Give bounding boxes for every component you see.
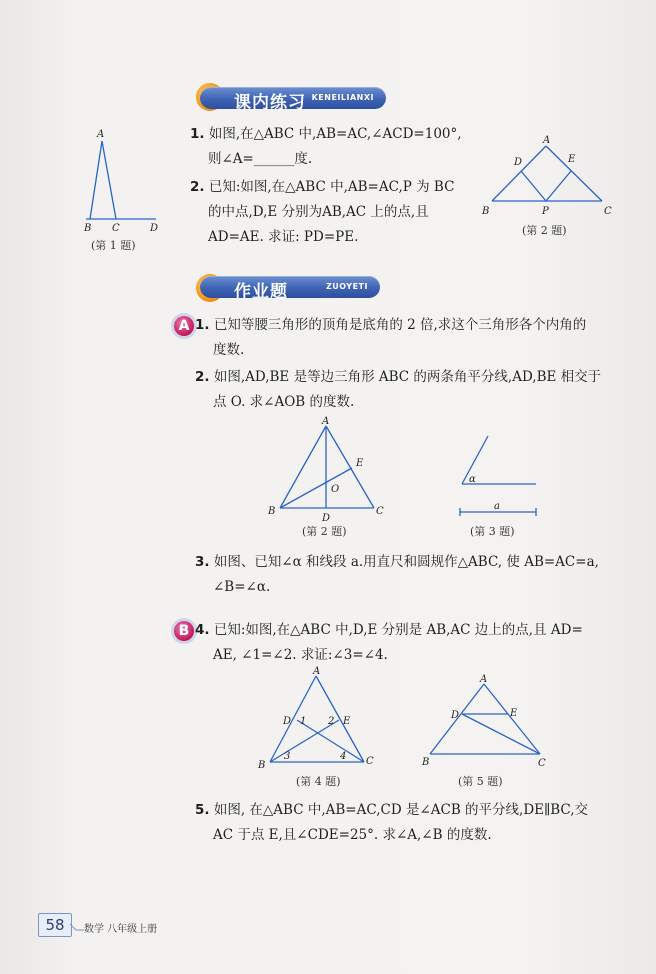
- figure-hw3: [452, 430, 542, 520]
- homework-banner: [200, 276, 380, 302]
- exercise-2-line2: 的中点,D,E 分别为AB,AC 上的点,且: [208, 204, 429, 220]
- exercise-1-line2: 则∠A=______度.: [208, 151, 313, 167]
- homework-2-number: 2.: [195, 369, 210, 385]
- homework-1: [195, 313, 586, 363]
- label-3: 3: [284, 751, 291, 762]
- label-e: E: [568, 154, 576, 165]
- exercise-1: [190, 122, 462, 172]
- label-c: C: [366, 756, 374, 767]
- page-number: 58: [38, 913, 72, 937]
- homework-5: [195, 798, 588, 848]
- figure-hw5: [420, 672, 554, 772]
- homework-4-line1: 已知:如图,在△ABC 中,D,E 分别是 AB,AC 边上的点,且 AD=: [213, 622, 583, 638]
- label-b: B: [84, 223, 92, 234]
- homework-banner-title: 作业题: [234, 282, 288, 302]
- figure-hw4: [256, 664, 384, 772]
- homework-4: [195, 618, 583, 668]
- label-d: D: [322, 513, 331, 524]
- caption-ex2: (第 2 题): [522, 224, 567, 237]
- label-4: 4: [340, 751, 347, 762]
- label-d: D: [451, 710, 460, 721]
- homework-5-line1: 如图, 在△ABC 中,AB=AC,CD 是∠ACB 的平分线,DE∥BC,交: [213, 802, 589, 818]
- label-a: A: [543, 135, 551, 146]
- homework-1-number: 1.: [195, 317, 210, 333]
- exercise-1-line1: 如图,在△ABC 中,AB=AC,∠ACD=100°,: [208, 126, 462, 142]
- label-a-segment: a: [494, 501, 500, 512]
- label-e: E: [356, 458, 364, 469]
- exercise-2-number: 2.: [190, 179, 205, 195]
- label-b: B: [482, 206, 490, 217]
- exercise-banner-title: 课内练习: [234, 93, 306, 113]
- label-a: A: [313, 666, 321, 677]
- footer-corner-line: [70, 924, 84, 936]
- footer-book-title: 数学 八年级上册: [84, 924, 158, 935]
- label-e: E: [510, 708, 518, 719]
- label-b: B: [422, 757, 430, 768]
- caption-hw4: (第 4 题): [296, 775, 341, 788]
- homework-4-line2: AE, ∠1=∠2. 求证:∠3=∠4.: [213, 647, 388, 663]
- label-alpha: α: [469, 474, 476, 485]
- label-d: D: [283, 716, 292, 727]
- label-o: O: [331, 484, 340, 495]
- homework-2-line2: 点 O. 求∠AOB 的度数.: [213, 394, 355, 410]
- figure-ex2: [478, 134, 618, 220]
- caption-hw3: (第 3 题): [470, 525, 515, 538]
- homework-3-line1: 如图、已知∠α 和线段 a.用直尺和圆规作△ABC, 使 AB=AC=a,: [213, 554, 599, 570]
- homework-1-line2: 度数.: [213, 342, 245, 358]
- homework-banner-subtitle: ZUOYETI: [325, 282, 368, 291]
- homework-3-line2: ∠B=∠α.: [213, 579, 271, 595]
- label-a: A: [97, 129, 105, 140]
- label-2: 2: [328, 716, 335, 727]
- exercise-banner: [200, 87, 386, 113]
- exercise-banner-subtitle: KENEILIANXI: [311, 93, 374, 102]
- exercise-1-number: 1.: [190, 126, 205, 142]
- exercise-2: [190, 175, 454, 250]
- label-b: B: [268, 506, 276, 517]
- label-e: E: [343, 716, 351, 727]
- label-c: C: [538, 758, 546, 769]
- homework-3-number: 3.: [195, 554, 210, 570]
- exercise-2-line1: 已知:如图,在△ABC 中,AB=AC,P 为 BC: [208, 179, 455, 195]
- homework-5-line2: AC 于点 E,且∠CDE=25°. 求∠A,∠B 的度数.: [213, 827, 492, 843]
- figure-ex1: [80, 128, 170, 238]
- homework-3: [195, 550, 599, 600]
- caption-hw2: (第 2 题): [302, 525, 347, 538]
- label-a: A: [322, 416, 330, 427]
- caption-hw5: (第 5 题): [458, 775, 503, 788]
- label-c: C: [604, 206, 612, 217]
- label-b: B: [258, 760, 266, 771]
- level-b-badge: B: [174, 621, 194, 641]
- homework-2: [195, 365, 601, 415]
- label-d: D: [514, 157, 523, 168]
- label-d: D: [150, 223, 159, 234]
- exercise-2-line3: AD=AE. 求证: PD=PE.: [208, 229, 359, 245]
- label-c: C: [112, 223, 120, 234]
- homework-2-line1: 如图,AD,BE 是等边三角形 ABC 的两条角平分线,AD,BE 相交于: [213, 369, 602, 385]
- caption-ex1: (第 1 题): [91, 239, 136, 252]
- label-1: 1: [300, 716, 307, 727]
- homework-1-line1: 已知等腰三角形的顶角是底角的 2 倍,求这个三角形各个内角的: [213, 317, 587, 333]
- homework-4-number: 4.: [195, 622, 210, 638]
- figure-hw2: [264, 416, 404, 524]
- label-a: A: [480, 674, 488, 685]
- level-a-badge: A: [174, 316, 194, 336]
- label-p: P: [542, 206, 549, 217]
- label-c: C: [376, 506, 384, 517]
- homework-5-number: 5.: [195, 802, 210, 818]
